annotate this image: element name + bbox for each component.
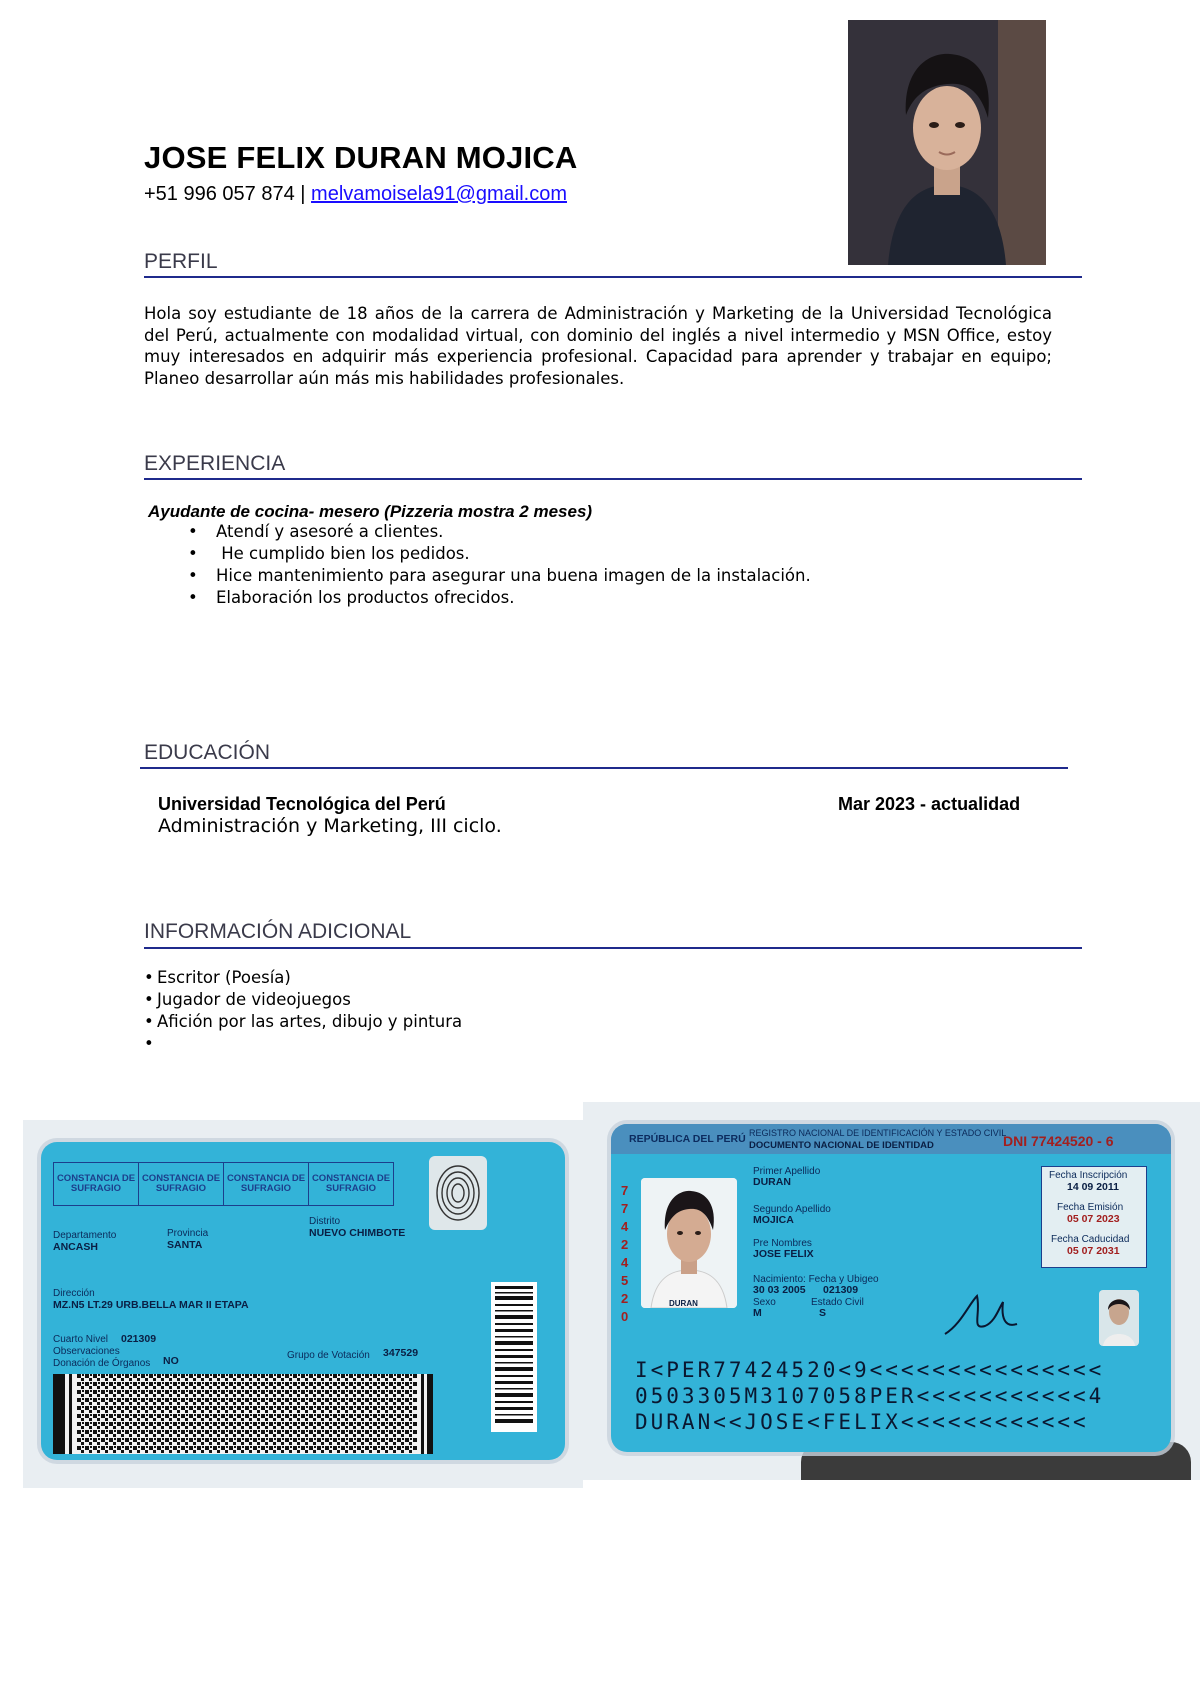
- given-names: JOSE FELIX: [753, 1248, 814, 1260]
- education-date: Mar 2023 - actualidad: [838, 794, 1021, 814]
- registration-date-label: Fecha Inscripción: [1049, 1170, 1128, 1181]
- section-title-experience: EXPERIENCIA: [144, 452, 286, 475]
- donation-label: Donación de Órganos: [53, 1358, 151, 1369]
- suffrage-box: CONSTANCIA DE SUFRAGIO: [139, 1163, 224, 1205]
- birth-value: 30 03 2005 021309: [753, 1284, 859, 1296]
- list-item: • He cumplido bien los pedidos.: [188, 543, 811, 565]
- suffrage-box: CONSTANCIA DE SUFRAGIO: [54, 1163, 139, 1205]
- section-divider: [144, 478, 1082, 480]
- list-item: • Jugador de videojuegos: [144, 989, 462, 1011]
- expiry-date-label: Fecha Caducidad: [1051, 1234, 1130, 1245]
- email-link[interactable]: melvamoisela91@gmail.com: [311, 183, 567, 205]
- first-surname-label: Primer Apellido: [753, 1166, 821, 1177]
- list-item: • Afición por las artes, dibujo y pintura: [144, 1011, 462, 1033]
- education-school: Universidad Tecnológica del Perú: [158, 794, 446, 814]
- vote-group-label: Grupo de Votación: [287, 1350, 370, 1361]
- contact-line: [144, 183, 567, 206]
- side-dni-number: 77424520: [621, 1183, 629, 1324]
- id-card-front: [611, 1124, 1171, 1452]
- additional-list: [144, 967, 462, 1055]
- list-item: • Atendí y asesoré a clientes.: [188, 521, 811, 543]
- fourth-level-label: Cuarto Nivel: [53, 1334, 109, 1345]
- section-divider: [144, 276, 1082, 278]
- donation-value: NO: [163, 1355, 179, 1367]
- experience-list: [188, 521, 811, 609]
- republic-label: REPÚBLICA DEL PERÚ: [629, 1133, 746, 1145]
- registry-label: REGISTRO NACIONAL DE IDENTIFICACIÓN Y ESTADO CIVIL: [749, 1128, 1007, 1138]
- portrait-illustration: [848, 20, 1046, 265]
- education-degree: Administración y Marketing, III ciclo.: [158, 815, 502, 837]
- birth-label: Nacimiento: Fecha y Ubigeo: [753, 1274, 879, 1285]
- province-value: SANTA: [167, 1239, 203, 1251]
- photo-caption: DURAN: [669, 1299, 698, 1308]
- phone-number: +51 996 057 874 |: [144, 183, 306, 205]
- job-title: Ayudante de cocina- mesero (Pizzeria mostra 2 meses): [148, 502, 593, 521]
- profile-photo: [848, 20, 1046, 265]
- section-divider: [140, 767, 1068, 769]
- profile-text: Hola soy estudiante de 18 años de la carrera de Administración y Marketing de la Universidad Tecnológica del Perú, actualmente con modalidad virtual, con dominio del inglés a nivel intermedio y MSN Office, estoy muy interesados en adquirir más experiencia profesional. Capacidad para aprender y trabajar en equipo; Planeo desarrollar aún más mis habilidades profesionales.: [144, 304, 1052, 388]
- pdf417-barcode: [53, 1374, 433, 1454]
- civil-status-label: Estado Civil: [811, 1297, 864, 1308]
- sex-label: Sexo: [753, 1297, 776, 1308]
- section-divider: [144, 947, 1082, 949]
- suffrage-boxes: [53, 1162, 394, 1206]
- issue-date: 05 07 2023: [1067, 1213, 1120, 1225]
- second-surname-label: Segundo Apellido: [753, 1204, 831, 1215]
- registration-date: 14 09 2011: [1067, 1181, 1119, 1193]
- district-value: NUEVO CHIMBOTE: [309, 1227, 406, 1239]
- list-item: • Elaboración los productos ofrecidos.: [188, 587, 811, 609]
- id-card-back-photo: [23, 1120, 583, 1488]
- document-label: DOCUMENTO NACIONAL DE IDENTIDAD: [749, 1140, 934, 1151]
- fingerprint-icon: [429, 1156, 487, 1230]
- list-item: • Escritor (Poesía): [144, 967, 462, 989]
- department-label: Departamento: [53, 1230, 117, 1241]
- province-label: Provincia: [167, 1228, 209, 1239]
- mrz-line-3: DURAN<<JOSE<FELIX<<<<<<<<<<<<: [635, 1410, 1089, 1434]
- vote-group-value: 347529: [383, 1347, 419, 1359]
- mrz-line-1: I<PER77424520<9<<<<<<<<<<<<<<<: [635, 1358, 1105, 1382]
- suffrage-box: CONSTANCIA DE SUFRAGIO: [311, 1173, 391, 1194]
- issue-date-label: Fecha Emisión: [1057, 1202, 1124, 1213]
- district-label: Distrito: [309, 1216, 341, 1227]
- department-value: ANCASH: [53, 1241, 98, 1253]
- ghost-photo: [1099, 1290, 1139, 1346]
- id-photo: [641, 1178, 737, 1308]
- expiry-date: 05 07 2031: [1067, 1245, 1120, 1257]
- section-title-profile: PERFIL: [144, 250, 218, 273]
- address-value: MZ.N5 LT.29 URB.BELLA MAR II ETAPA: [53, 1299, 249, 1311]
- suffrage-box: CONSTANCIA DE SUFRAGIO: [224, 1163, 309, 1205]
- address-label: Dirección: [53, 1288, 95, 1299]
- signature-icon: [941, 1284, 1021, 1344]
- candidate-name: JOSE FELIX DURAN MOJICA: [144, 140, 578, 175]
- list-item: • Hice mantenimiento para asegurar una buena imagen de la instalación.: [188, 565, 811, 587]
- list-item: [144, 1033, 462, 1055]
- given-names-label: Pre Nombres: [753, 1238, 812, 1249]
- dni-number: DNI 77424520 - 6: [1003, 1133, 1114, 1149]
- fourth-level-value: 021309: [121, 1333, 157, 1345]
- observations-label: Observaciones: [53, 1346, 120, 1357]
- civil-status-value: S: [819, 1307, 827, 1319]
- mrz-line-2: 0503305M3107058PER<<<<<<<<<<<4: [635, 1384, 1105, 1408]
- id-card-back: [41, 1142, 565, 1460]
- sex-value: M: [753, 1307, 762, 1319]
- barcode: [491, 1282, 537, 1432]
- section-title-additional: INFORMACIÓN ADICIONAL: [144, 920, 412, 943]
- first-surname: DURAN: [753, 1176, 791, 1188]
- second-surname: MOJICA: [753, 1214, 794, 1226]
- section-title-education: EDUCACIÓN: [144, 741, 271, 764]
- id-card-front-photo: [583, 1102, 1200, 1480]
